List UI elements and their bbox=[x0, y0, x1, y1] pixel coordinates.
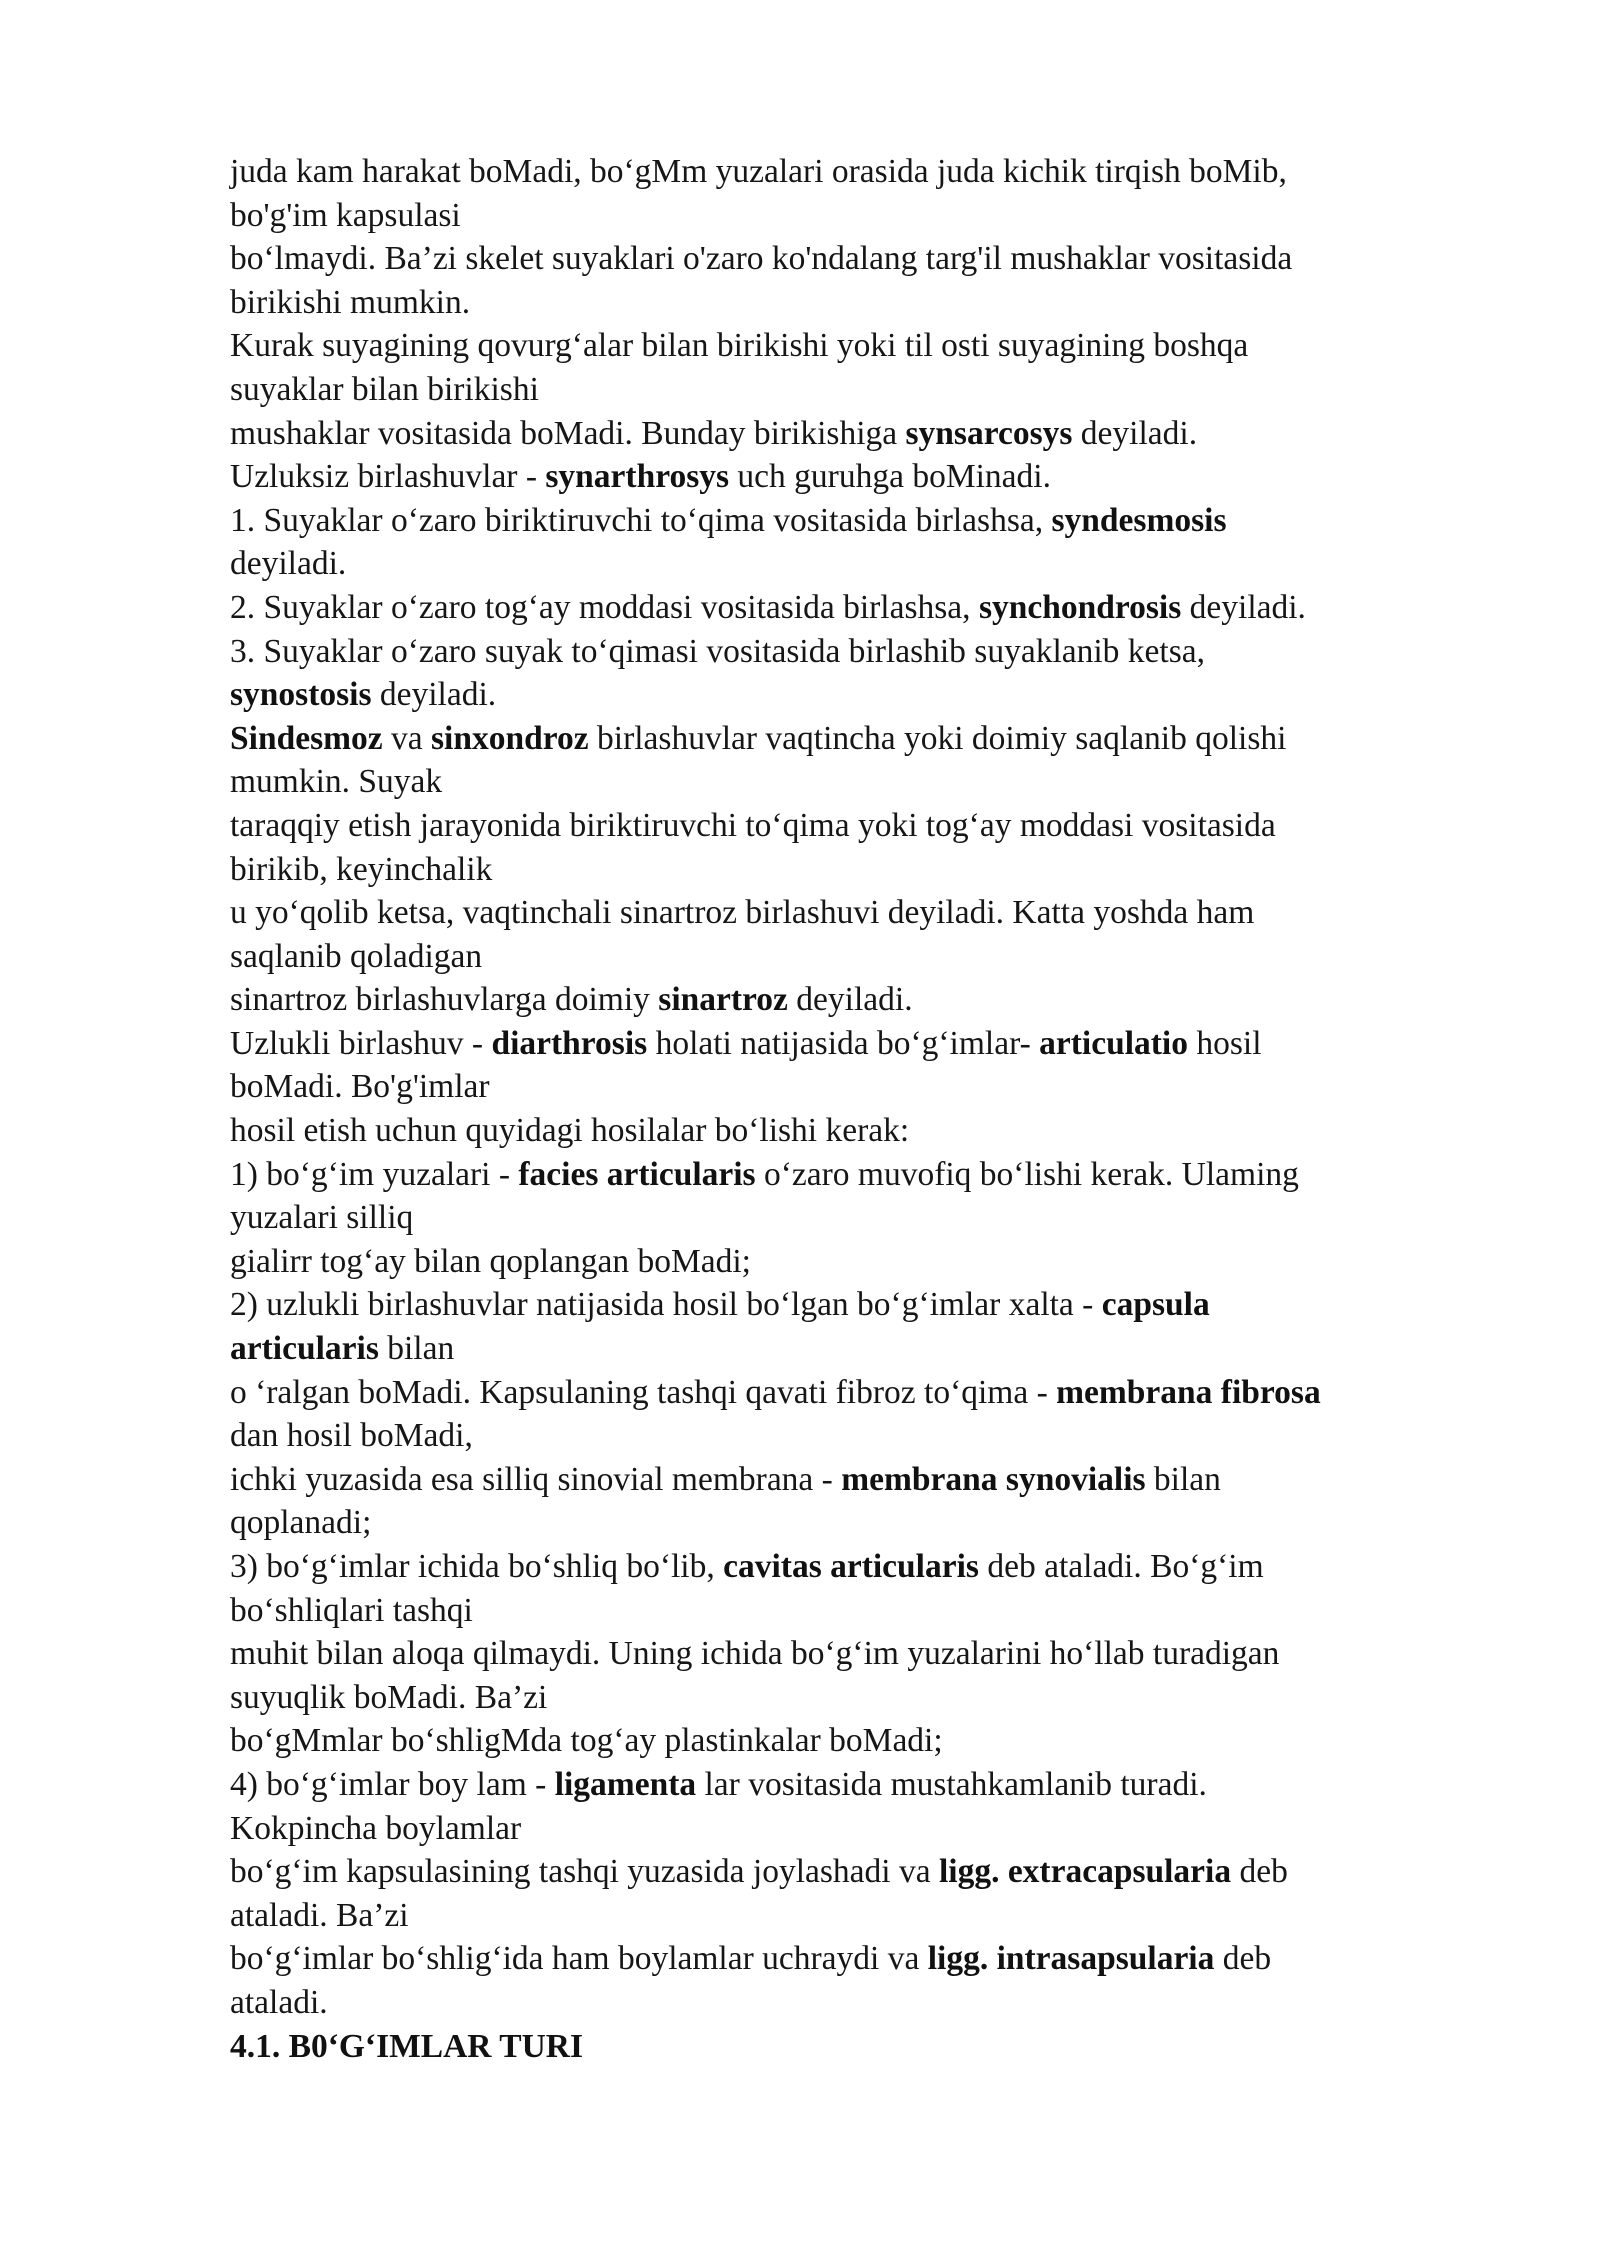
text-run: Kokpincha boylamlar bbox=[230, 1809, 522, 1847]
text-run: Uzluksiz birlashuvlar - bbox=[230, 458, 546, 496]
bold-term: membrana fibrosa bbox=[1056, 1373, 1321, 1411]
bold-term: syndesmosis bbox=[1051, 501, 1227, 539]
text-run: hosil bbox=[1187, 1024, 1262, 1062]
text-line bbox=[230, 1589, 1490, 1633]
text-line bbox=[230, 1937, 1490, 1981]
text-run: bo‘gMmlar bo‘shligMda tog‘ay plastinkalar boMadi; bbox=[230, 1722, 943, 1760]
text-line bbox=[230, 804, 1490, 848]
text-line bbox=[230, 281, 1490, 325]
text-run: qoplanadi; bbox=[230, 1504, 372, 1542]
text-line bbox=[230, 150, 1490, 194]
text-line bbox=[230, 499, 1490, 543]
bold-term: diarthrosis bbox=[491, 1024, 648, 1062]
text-line bbox=[230, 1414, 1490, 1458]
text-line bbox=[230, 1501, 1490, 1545]
text-line bbox=[230, 1109, 1490, 1153]
bold-term: synsarcosys bbox=[905, 414, 1073, 452]
text-line bbox=[230, 1240, 1490, 1284]
text-run: lar vositasida mustahkamlanib turadi. bbox=[696, 1765, 1207, 1803]
text-line bbox=[230, 1327, 1490, 1371]
document-page bbox=[230, 150, 1490, 2068]
text-line bbox=[230, 1458, 1490, 1502]
text-line bbox=[230, 542, 1490, 586]
text-line bbox=[230, 630, 1490, 674]
text-line bbox=[230, 455, 1490, 499]
text-run: hosil etish uchun quyidagi hosilalar bo‘lishi kerak: bbox=[230, 1112, 910, 1150]
text-line bbox=[230, 194, 1490, 238]
text-line bbox=[230, 891, 1490, 935]
bold-term: membrana synovialis bbox=[841, 1460, 1146, 1498]
text-run: ataladi. bbox=[230, 1983, 328, 2021]
text-run: 3) bo‘g‘imlar ichida bo‘shliq bo‘lib, bbox=[230, 1548, 724, 1585]
text-run: bo‘g‘im kapsulasining tashqi yuzasida joylashadi va bbox=[230, 1853, 939, 1891]
text-line bbox=[230, 760, 1490, 804]
text-run: sinartroz birlashuvlarga doimiy bbox=[230, 981, 659, 1019]
text-run: deyiladi. bbox=[787, 981, 913, 1019]
bold-term: sinartroz bbox=[658, 981, 788, 1019]
text-run: bilan bbox=[1145, 1460, 1221, 1498]
text-run: bo‘g‘imlar bo‘shlig‘ida ham boylamlar uchraydi va bbox=[230, 1940, 928, 1978]
bold-term: articulatio bbox=[1039, 1024, 1188, 1062]
text-line bbox=[230, 848, 1490, 892]
text-run: 1. Suyaklar o‘zaro biriktiruvchi to‘qima vositasida birlashsa, bbox=[230, 501, 1052, 539]
bold-term: synostosis bbox=[230, 676, 372, 714]
text-line bbox=[230, 1065, 1490, 1109]
text-line bbox=[230, 237, 1490, 281]
text-line bbox=[230, 1283, 1490, 1327]
text-line bbox=[230, 1632, 1490, 1676]
bold-term: Sindesmoz bbox=[230, 719, 383, 757]
text-run: suyaklar bilan birikishi bbox=[230, 370, 539, 408]
bold-term: sinxondroz bbox=[431, 719, 589, 757]
text-run: boMadi. Bo'g'imlar bbox=[230, 1068, 490, 1106]
text-run: deyiladi. bbox=[230, 545, 347, 583]
text-run: deyiladi. bbox=[371, 676, 497, 714]
text-run: suyuqlik boMadi. Ba’zi bbox=[230, 1678, 548, 1716]
document-body bbox=[230, 150, 1490, 2025]
text-run: 3. Suyaklar o‘zaro suyak to‘qimasi vositasida birlashib suyaklanib ketsa, bbox=[230, 632, 1206, 670]
text-line bbox=[230, 1807, 1490, 1851]
bold-term: facies articularis bbox=[518, 1155, 756, 1193]
text-run: taraqqiy etish jarayonida biriktiruvchi to‘qima yoki tog‘ay moddasi vositasida bbox=[230, 806, 1276, 844]
text-line bbox=[230, 935, 1490, 979]
text-run: bo‘shliqlari tashqi bbox=[230, 1591, 473, 1629]
text-run: deb ataladi. Bo‘g‘im bbox=[978, 1548, 1264, 1585]
text-line bbox=[230, 717, 1490, 761]
section-heading: 4.1. B0‘G‘IMLAR TURI bbox=[230, 2027, 584, 2065]
text-line bbox=[230, 586, 1490, 630]
text-line bbox=[230, 1981, 1490, 2025]
text-run: holati natijasida bo‘g‘imlar- bbox=[647, 1024, 1040, 1062]
text-run: deyiladi. bbox=[1181, 588, 1306, 626]
text-run: gialirr tog‘ay bilan qoplangan boMadi; bbox=[230, 1242, 751, 1280]
bold-term: synarthrosys bbox=[545, 458, 730, 496]
bold-term: ligg. intrasapsularia bbox=[927, 1940, 1215, 1978]
text-line bbox=[230, 1371, 1490, 1415]
text-line bbox=[230, 978, 1490, 1022]
text-line bbox=[230, 1545, 1490, 1589]
text-run: deb bbox=[1231, 1853, 1288, 1891]
text-run: mumkin. Suyak bbox=[230, 763, 443, 801]
text-line bbox=[230, 1022, 1490, 1066]
bold-term: ligamenta bbox=[554, 1765, 697, 1803]
text-line bbox=[230, 1719, 1490, 1763]
text-line bbox=[230, 412, 1490, 456]
text-run: muhit bilan aloqa qilmaydi. Uning ichida bo‘g‘im yuzalarini ho‘llab turadigan bbox=[230, 1635, 1280, 1673]
text-line bbox=[230, 1153, 1490, 1197]
text-run: deb bbox=[1214, 1940, 1272, 1978]
text-line bbox=[230, 368, 1490, 412]
bold-term: articularis bbox=[230, 1330, 379, 1368]
text-line bbox=[230, 1196, 1490, 1240]
text-run: saqlanib qoladigan bbox=[230, 937, 483, 975]
bold-term: capsula bbox=[1101, 1286, 1210, 1324]
text-run: 2) uzlukli birlashuvlar natijasida hosil bo‘lgan bo‘g‘imlar xalta - bbox=[230, 1286, 1102, 1324]
text-run: 2. Suyaklar o‘zaro tog‘ay moddasi vositasida birlashsa, bbox=[230, 588, 979, 626]
text-run: o ‘ralgan boMadi. Kapsulaning tashqi qavati fibroz to‘qima - bbox=[230, 1373, 1057, 1411]
text-line bbox=[230, 324, 1490, 368]
text-run: Uzlukli birlashuv - bbox=[230, 1024, 492, 1062]
text-run: ichki yuzasida esa silliq sinovial membrana - bbox=[230, 1460, 842, 1498]
text-run: 4) bo‘g‘imlar boy lam - bbox=[230, 1765, 555, 1803]
text-run: uch guruhga boMinadi. bbox=[729, 458, 1051, 496]
text-run: bo'g'im kapsulasi bbox=[230, 196, 461, 234]
bold-term: cavitas articularis bbox=[723, 1548, 979, 1585]
text-run: va bbox=[382, 719, 432, 757]
text-run: o‘zaro muvofiq bo‘lishi kerak. Ulaming bbox=[755, 1155, 1299, 1193]
text-run: birikib, keyinchalik bbox=[230, 850, 493, 888]
text-run: dan hosil boMadi, bbox=[230, 1417, 473, 1455]
text-run: birlashuvlar vaqtincha yoki doimiy saqlanib qolishi bbox=[588, 719, 1287, 757]
text-run: ataladi. Ba’zi bbox=[230, 1896, 409, 1934]
text-line bbox=[230, 673, 1490, 717]
text-run: deyiladi. bbox=[1072, 414, 1198, 452]
text-run: bo‘lmaydi. Ba’zi skelet suyaklari o'zaro ko'ndalang targ'il mushaklar vositasida bbox=[230, 240, 1293, 278]
text-line bbox=[230, 1763, 1490, 1807]
text-run: yuzalari silliq bbox=[230, 1199, 414, 1237]
text-run: birikishi mumkin. bbox=[230, 283, 471, 321]
bold-term: ligg. extracapsularia bbox=[938, 1853, 1232, 1891]
text-run: mushaklar vositasida boMadi. Bunday birikishiga bbox=[230, 414, 906, 452]
text-line bbox=[230, 1850, 1490, 1894]
text-run: bilan bbox=[378, 1330, 455, 1368]
text-run: juda kam harakat boMadi, bo‘gMm yuzalari orasida juda kichik tirqish boMib, bbox=[230, 153, 1287, 190]
text-run: 1) bo‘g‘im yuzalari - bbox=[230, 1155, 519, 1193]
text-run: u yo‘qolib ketsa, vaqtinchali sinartroz birlashuvi deyiladi. Katta yoshda ham bbox=[230, 894, 1255, 932]
bold-term: synchondrosis bbox=[978, 588, 1182, 626]
text-line bbox=[230, 1676, 1490, 1720]
text-run: Kurak suyagining qovurg‘alar bilan birikishi yoki til osti suyagining boshqa bbox=[230, 327, 1249, 365]
text-line bbox=[230, 1894, 1490, 1938]
